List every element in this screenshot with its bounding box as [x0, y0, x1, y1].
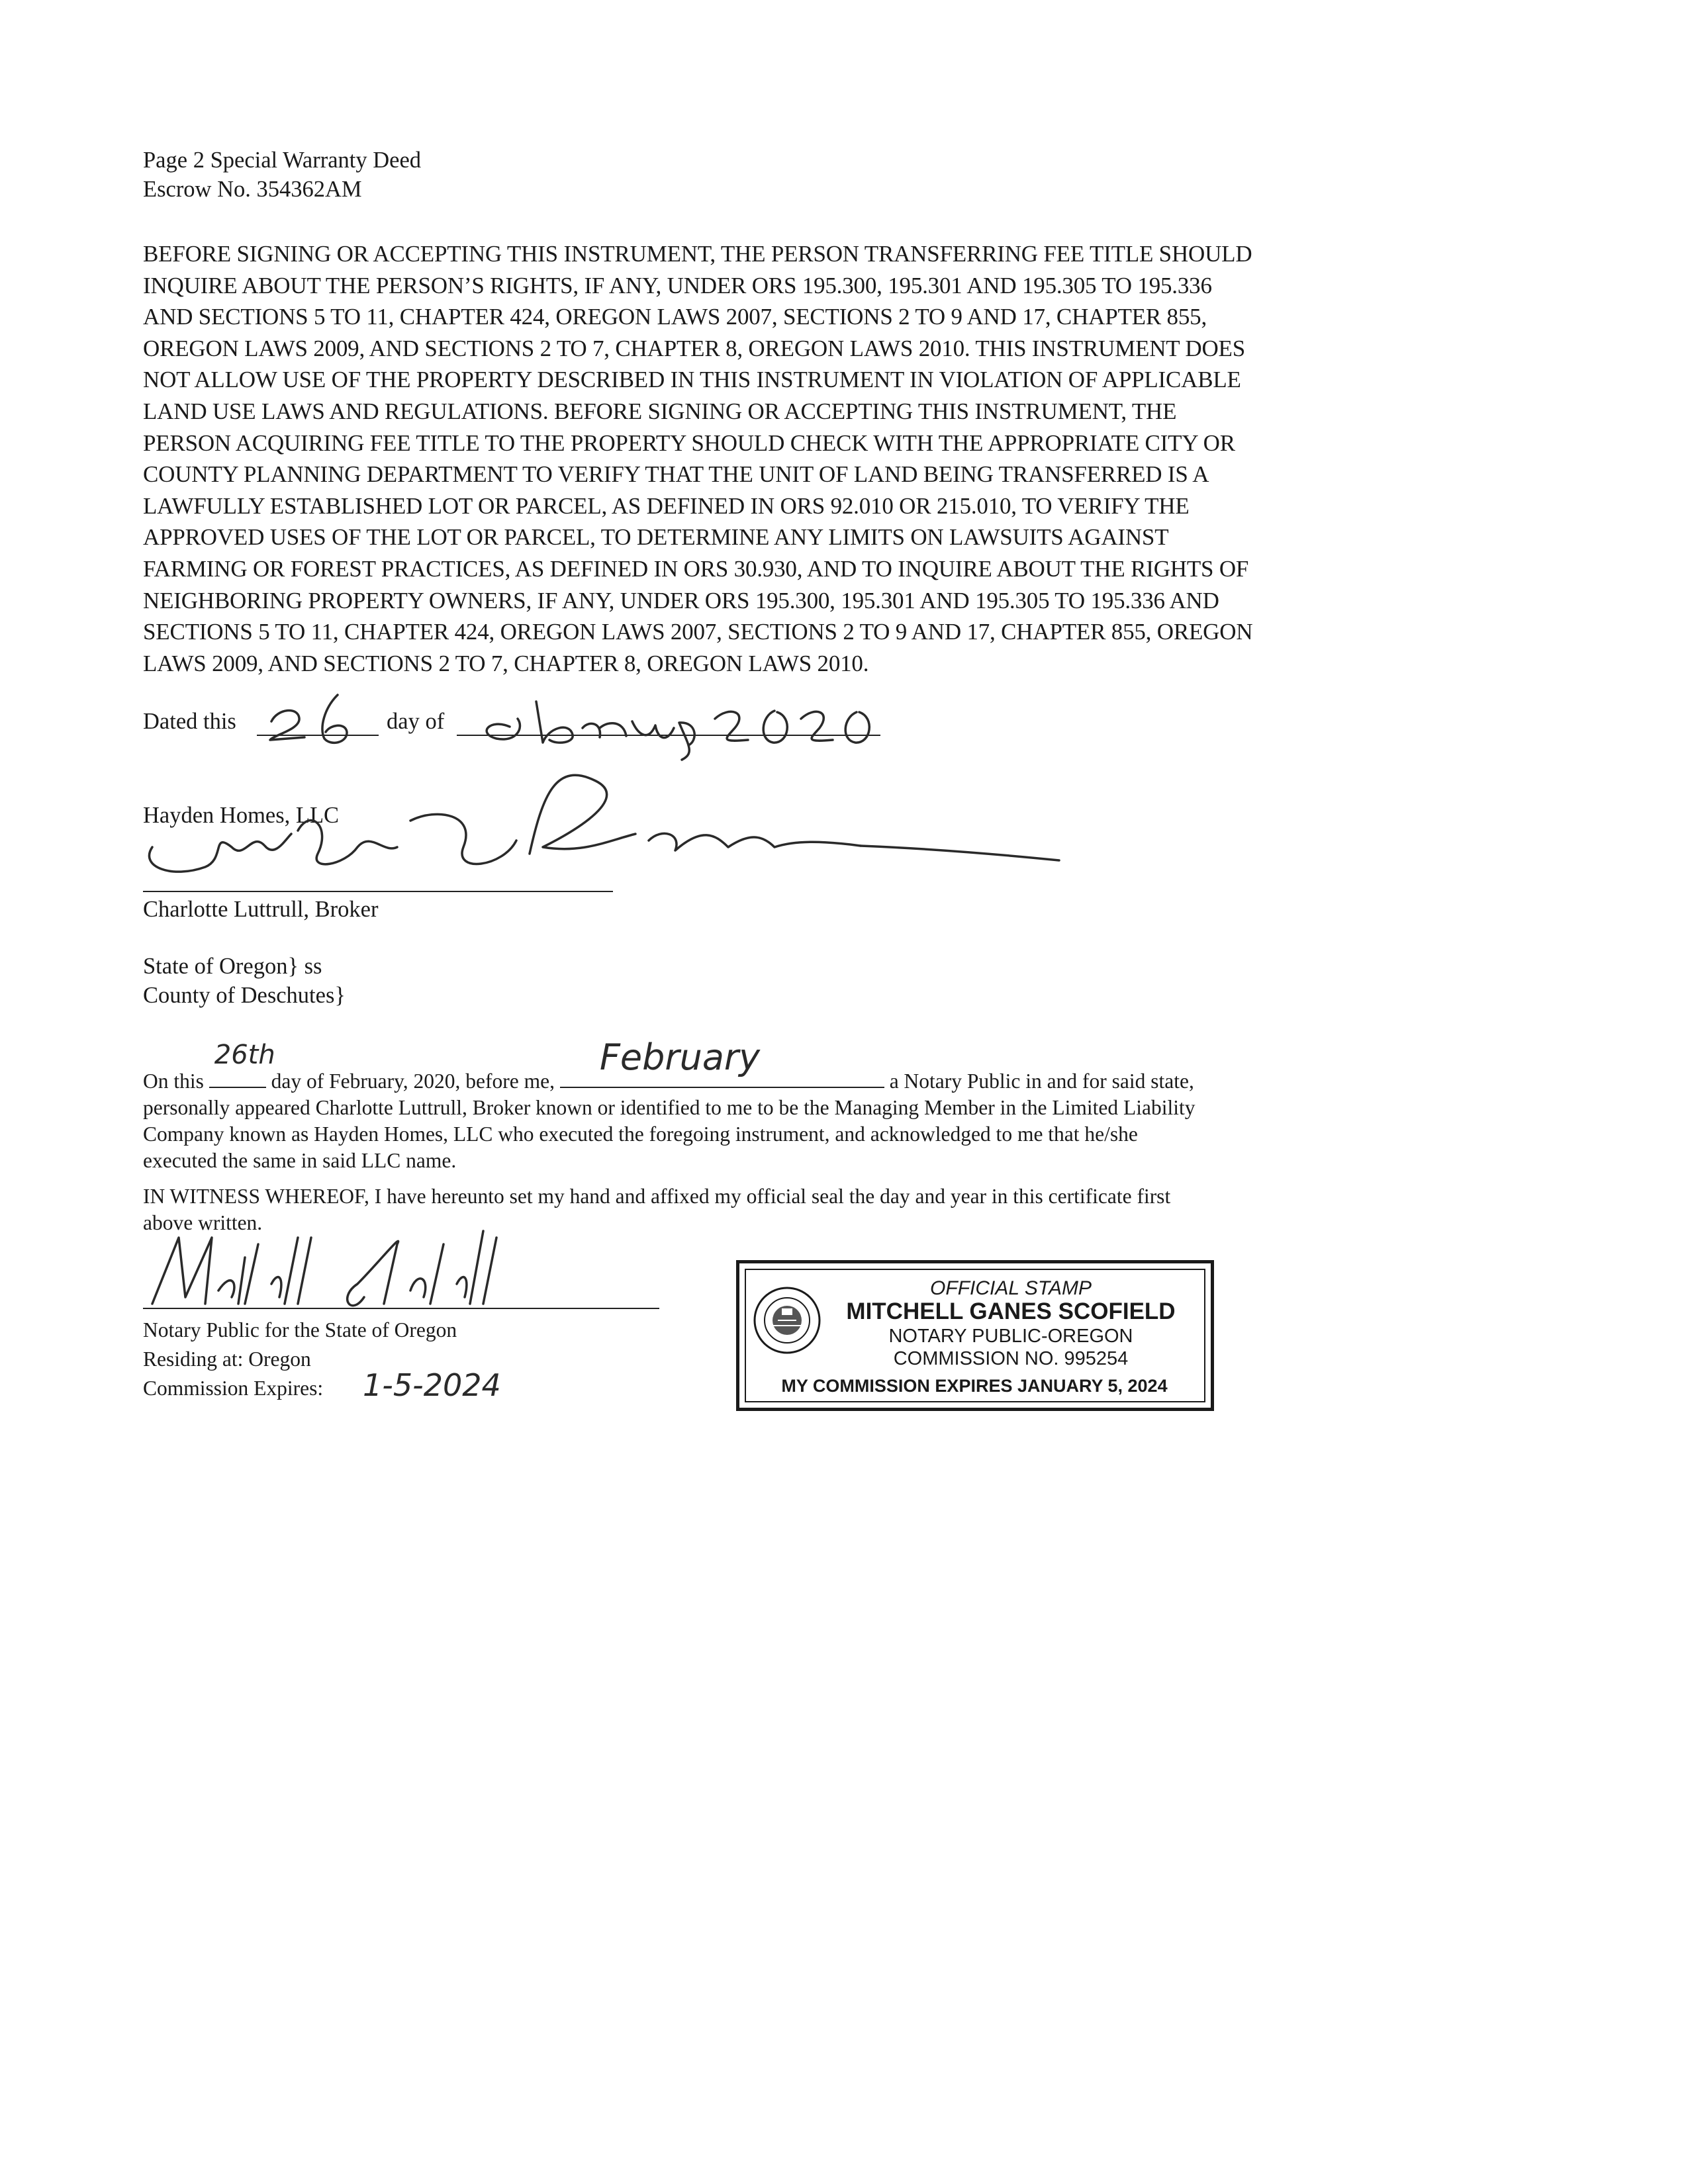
- ack-on-this: On this: [143, 1069, 204, 1093]
- stamp-title: NOTARY PUBLIC-OREGON: [888, 1326, 1133, 1347]
- statutory-notice: [143, 238, 1520, 679]
- notice-line: OREGON LAWS 2009, AND SECTIONS 2 TO 7, CHAPTER 8, OREGON LAWS 2010. THIS INSTRUMENT DOES: [143, 335, 1245, 361]
- notary-expires-label: Commission Expires:: [143, 1377, 324, 1400]
- notice-line: APPROVED USES OF THE LOT OR PARCEL, TO DETERMINE ANY LIMITS ON LAWSUITS AGAINST: [143, 524, 1169, 551]
- state-seal-icon: [753, 1286, 821, 1355]
- notice-line: LAND USE LAWS AND REGULATIONS. BEFORE SIGNING OR ACCEPTING THIS INSTRUMENT, THE: [143, 398, 1177, 424]
- grantor-signature-line: [143, 891, 613, 892]
- notary-signature-line: [143, 1308, 659, 1309]
- ack-notary-blank: [560, 1036, 884, 1088]
- grantor-entity: Hayden Homes, LLC: [143, 803, 340, 828]
- acknowledgment: [143, 1036, 1533, 1174]
- notice-line: SECTIONS 5 TO 11, CHAPTER 424, OREGON LAWS 2007, SECTIONS 2 TO 9 AND 17, CHAPTER 855, OREGON: [143, 619, 1253, 645]
- ack-text-2: a Notary Public in and for said state,: [889, 1069, 1194, 1093]
- ack-day-blank: [209, 1040, 275, 1088]
- ack-line-4: executed the same in said LLC name.: [143, 1149, 457, 1172]
- ack-notary-handwritten: February: [599, 1036, 761, 1078]
- notice-line: COUNTY PLANNING DEPARTMENT TO VERIFY THAT THE UNIT OF LAND BEING TRANSFERRED IS A: [143, 461, 1209, 488]
- stamp-commission: COMMISSION NO. 995254: [893, 1348, 1129, 1369]
- stamp-expires: MY COMMISSION EXPIRES JANUARY 5, 2024: [781, 1376, 1168, 1396]
- notice-line: PERSON ACQUIRING FEE TITLE TO THE PROPERTY SHOULD CHECK WITH THE APPROPRIATE CITY OR: [143, 430, 1235, 456]
- dated-middle: day of: [387, 709, 445, 734]
- ack-line-2: personally appeared Charlotte Luttrull, Broker known or identified to me to be the Managing Member in the Limited Liability: [143, 1096, 1196, 1119]
- page-header: Page 2 Special Warranty Deed: [143, 148, 422, 173]
- ack-line-1: [143, 1036, 1533, 1095]
- notice-line: AND SECTIONS 5 TO 11, CHAPTER 424, OREGON LAWS 2007, SECTIONS 2 TO 9 AND 17, CHAPTER 855,: [143, 304, 1207, 330]
- dated-handwriting: [258, 682, 894, 761]
- grantor-signer: Charlotte Luttrull, Broker: [143, 897, 379, 922]
- ack-text-1: day of February, 2020, before me,: [271, 1069, 555, 1093]
- venue-state: State of Oregon} ss: [143, 954, 322, 979]
- notice-line: NOT ALLOW USE OF THE PROPERTY DESCRIBED IN THIS INSTRUMENT IN VIOLATION OF APPLICABLE: [143, 367, 1241, 393]
- stamp-heading: OFFICIAL STAMP: [930, 1277, 1092, 1299]
- grantor-signature: [132, 768, 1072, 900]
- venue-county: County of Deschutes}: [143, 983, 346, 1008]
- notary-signature: [139, 1218, 563, 1317]
- notice-line: FARMING OR FOREST PRACTICES, AS DEFINED IN ORS 30.930, AND TO INQUIRE ABOUT THE RIGHTS OF: [143, 555, 1249, 582]
- notice-line: NEIGHBORING PROPERTY OWNERS, IF ANY, UNDER ORS 195.300, 195.301 AND 195.305 TO 195.336 AND: [143, 587, 1219, 614]
- notice-line: INQUIRE ABOUT THE PERSON’S RIGHTS, IF ANY, UNDER ORS 195.300, 195.301 AND 195.305 TO 195.336: [143, 272, 1212, 298]
- notice-line: BEFORE SIGNING OR ACCEPTING THIS INSTRUMENT, THE PERSON TRANSFERRING FEE TITLE SHOULD: [143, 241, 1252, 267]
- ack-line-3: Company known as Hayden Homes, LLC who executed the foregoing instrument, and acknowledged to me that he/she: [143, 1122, 1138, 1146]
- ack-day-handwritten: 26th: [214, 1040, 275, 1070]
- notary-expires-handwritten: 1-5-2024: [363, 1367, 501, 1403]
- official-stamp: [736, 1260, 1214, 1411]
- dated-prefix: Dated this: [143, 709, 236, 734]
- notice-line: LAWFULLY ESTABLISHED LOT OR PARCEL, AS DEFINED IN ORS 92.010 OR 215.010, TO VERIFY THE: [143, 492, 1190, 519]
- escrow-number: Escrow No. 354362AM: [143, 177, 362, 202]
- witness-line-2: above written.: [143, 1211, 263, 1234]
- stamp-name: MITCHELL GANES SCOFIELD: [846, 1298, 1176, 1324]
- notice-line: LAWS 2009, AND SECTIONS 2 TO 7, CHAPTER 8, OREGON LAWS 2010.: [143, 650, 869, 676]
- notary-title: Notary Public for the State of Oregon: [143, 1318, 457, 1342]
- witness-line-1: IN WITNESS WHEREOF, I have hereunto set my hand and affixed my official seal the day and year in this certificate first: [143, 1185, 1171, 1208]
- notary-residing: Residing at: Oregon: [143, 1347, 311, 1371]
